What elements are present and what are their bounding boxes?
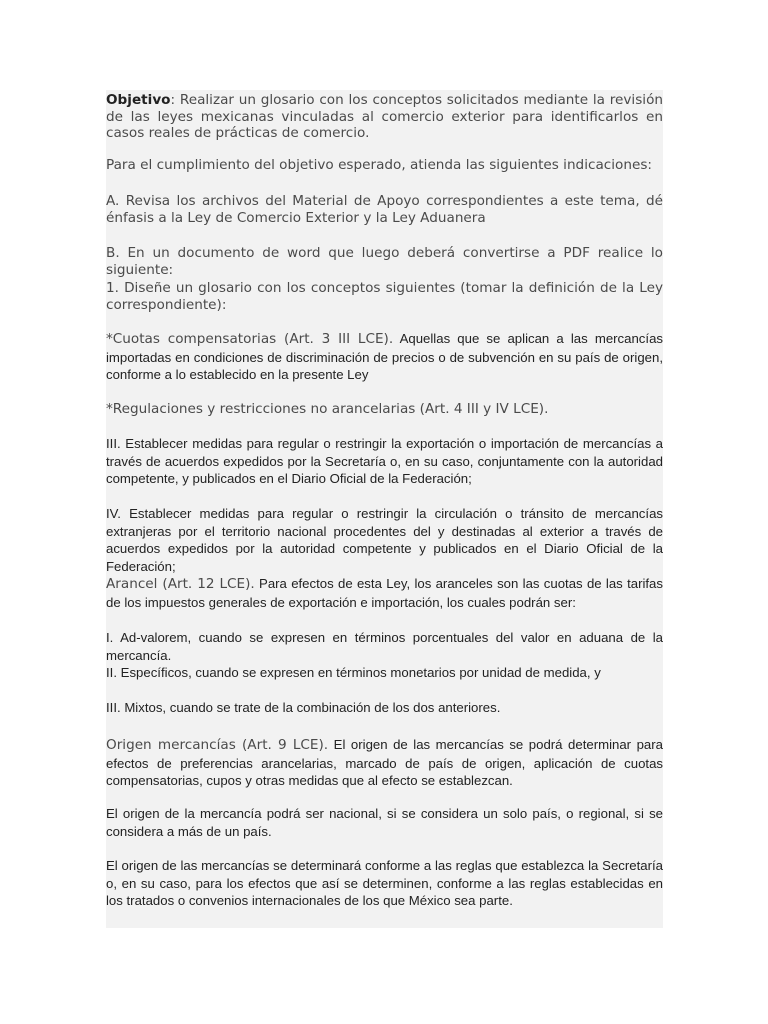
arancel-paragraph <box>106 575 663 611</box>
regulaciones-term: *Regulaciones y restricciones no arancelarias (Art. 4 III y IV LCE). <box>106 401 549 417</box>
objective-paragraph <box>106 92 663 142</box>
origen-para-2: El origen de la mercancía podrá ser nacional, si se considera un solo país, o regional, si se considera a más de un país. <box>106 806 663 839</box>
objective-label: Objetivo <box>106 92 171 108</box>
cuotas-term: *Cuotas compensatorias (Art. 3 III LCE). <box>106 331 394 347</box>
origen-paragraph <box>106 736 663 790</box>
step-a-paragraph: A. Revisa los archivos del Material de Apoyo correspondientes a este tema, dé énfasis a la Ley de Comercio Exterior y la Ley Aduanera <box>106 193 663 226</box>
cuotas-definition: Aquellas que se aplican a las mercancías importadas en condiciones de discriminación de precios o de subvención en su país de origen, conforme a lo establecido en la presente Ley <box>106 331 663 382</box>
cuotas-paragraph <box>106 330 663 384</box>
regulaciones-item-iv: IV. Establecer medidas para regular o restringir la circulación o tránsito de mercancías extranjeras por el territorio nacional procedentes del y destinadas al exterior a través de acuerdos expedidos por la autoridad competente y publicados en el Diario Oficial de la Federación; <box>106 506 663 574</box>
arancel-item-ii: II. Específicos, cuando se expresen en términos monetarios por unidad de medida, y <box>106 665 601 680</box>
arancel-definition: Para efectos de esta Ley, los aranceles son las cuotas de las tarifas de los impuestos generales de exportación e importación, los cuales podrán ser: <box>106 576 663 610</box>
step-1-paragraph: 1. Diseñe un glosario con los conceptos siguientes (tomar la definición de la Ley correspondiente): <box>106 280 663 313</box>
origen-para-3: El origen de las mercancías se determinará conforme a las reglas que establezca la Secretaría o, en su caso, para los efectos que así se determinen, conforme a las reglas establecidas en los tratados o convenios internacionales de los que México sea parte. <box>106 858 663 908</box>
regulaciones-item-iii: III. Establecer medidas para regular o restringir la exportación o importación de mercancías a través de acuerdos expedidos por la Secretaría o, en su caso, conjuntamente con la autoridad competente, y publicados en el Diario Oficial de la Federación; <box>106 436 663 486</box>
origen-term: Origen mercancías (Art. 9 LCE). <box>106 737 329 753</box>
step-b-paragraph: B. En un documento de word que luego deberá convertirse a PDF realice lo siguiente: <box>106 245 663 278</box>
arancel-term: Arancel (Art. 12 LCE). <box>106 576 255 592</box>
intro-paragraph: Para el cumplimiento del objetivo esperado, atienda las siguientes indicaciones: <box>106 157 652 173</box>
arancel-item-iii: III. Mixtos, cuando se trate de la combinación de los dos anteriores. <box>106 700 501 715</box>
origen-definition: El origen de las mercancías se podrá determinar para efectos de preferencias arancelarias, marcado de país de origen, aplicación de cuotas compensatorias, cupos y otras medidas que al efecto se establezcan. <box>106 737 663 788</box>
objective-text: : Realizar un glosario con los conceptos solicitados mediante la revisión de las leyes mexicanas vinculadas al comercio exterior para identificarlos en casos reales de prácticas de comercio. <box>106 92 663 141</box>
arancel-item-i: I. Ad-valorem, cuando se expresen en términos porcentuales del valor en aduana de la mercancía. <box>106 630 663 663</box>
